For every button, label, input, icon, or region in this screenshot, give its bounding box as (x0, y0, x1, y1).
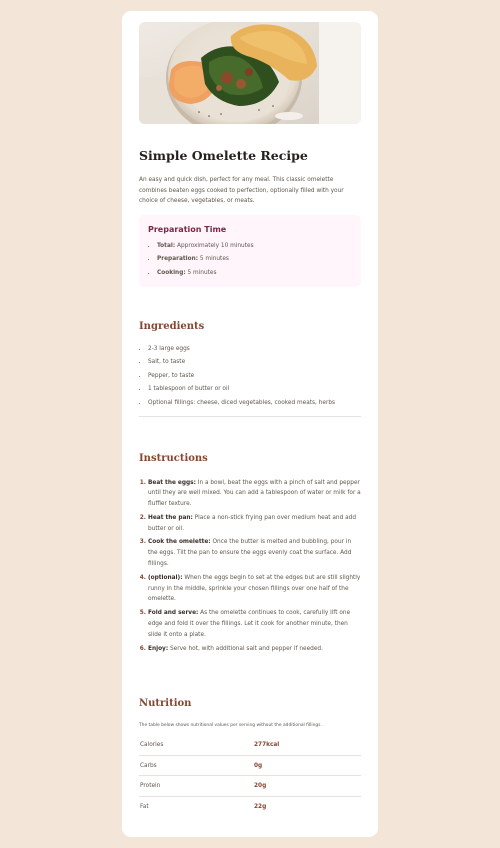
nutrient-value: 277kcal (254, 742, 280, 749)
recipe-card (122, 11, 378, 837)
instructions-heading: Instructions (139, 452, 208, 464)
prep-item-total (157, 243, 352, 249)
instruction-step (148, 478, 361, 510)
nutrition-heading: Nutrition (139, 698, 192, 710)
step-label: Enjoy: (148, 645, 169, 652)
prep-label: Cooking: (157, 269, 186, 276)
step-text: When the eggs begin to set at the edges but are still slightly runny in the middle, sprinkle your chosen fillings over one half of the omelette. (148, 574, 361, 603)
instructions-list (139, 478, 361, 655)
list-item: • 1 tablespoon of butter or oil (148, 386, 361, 392)
nutrition-note: The table below shows nutritional values per serving without the additional fillings. (139, 723, 322, 729)
nutrient-label: Calories (140, 742, 164, 749)
step-label: Fold and serve: (148, 610, 199, 617)
step-label: Heat the pan: (148, 514, 193, 521)
preparation-heading: Preparation Time (148, 224, 227, 234)
omelette-photo (139, 22, 361, 124)
nutrition-section (139, 698, 361, 816)
step-text: As the omelette continues to cook, carefully lift one edge and fold it over the fillings. Let it cook for another minute, then slide it onto a plate. (148, 610, 351, 638)
step-text: Place a non-stick frying pan over medium heat and add butter or oil. (148, 514, 357, 532)
preparation-list (148, 243, 352, 276)
prep-item-cooking (157, 270, 352, 276)
divider (139, 416, 361, 417)
instructions-section (139, 453, 361, 655)
instruction-step (148, 573, 361, 605)
step-text: Serve hot, with additional salt and pepper if needed. (168, 645, 323, 652)
instruction-step (148, 644, 361, 655)
nutrient-value: 0g (254, 762, 263, 769)
step-text: Once the butter is melted and bubbling, pour in the eggs. Tilt the pan to ensure the eggs evenly coat the surface. Add fillings. (148, 539, 352, 568)
list-item: • 2-3 large eggs (148, 346, 361, 352)
table-row (139, 756, 361, 777)
step-label: Cook the omelette: (148, 539, 211, 546)
list-item: • Optional fillings: cheese, diced vegetables, cooked meats, herbs (148, 400, 361, 406)
list-item: • Salt, to taste (148, 359, 361, 365)
prep-value: 5 minutes (198, 256, 229, 262)
recipe-title: Simple Omelette Recipe (139, 148, 308, 163)
table-row (139, 797, 361, 817)
prep-label: Total: (157, 242, 176, 249)
step-text: In a bowl, beat the eggs with a pinch of salt and pepper until they are well mixed. You can add a tablespoon of water or milk for a fluffier texture. (148, 479, 361, 508)
table-row (139, 735, 361, 756)
nutrient-label: Fat (140, 803, 149, 810)
list-item: • Pepper, to taste (148, 373, 361, 379)
preparation-time-box (139, 215, 361, 287)
nutrient-value: 22g (254, 803, 267, 810)
ingredients-list (139, 346, 361, 406)
nutrition-table (139, 735, 361, 816)
instruction-step (148, 608, 361, 640)
ingredients-heading: Ingredients (139, 320, 205, 332)
instruction-step (148, 513, 361, 535)
nutrient-value: 20g (254, 783, 267, 790)
step-label: (optional): (148, 574, 183, 581)
instruction-step (148, 537, 361, 569)
nutrient-label: Carbs (140, 762, 157, 769)
recipe-intro: An easy and quick dish, perfect for any meal. This classic omelette combines beaten eggs cooked to perfection, optionally filled with your choice of cheese, vegetables, or meats. (139, 177, 344, 204)
prep-label: Preparation: (157, 256, 199, 262)
ingredients-section (139, 321, 361, 417)
prep-value: Approximately 10 minutes (175, 242, 254, 249)
table-row (139, 776, 361, 797)
step-label: Beat the eggs: (148, 479, 196, 486)
nutrient-label: Protein (140, 783, 161, 790)
prep-item-preparation (157, 256, 352, 262)
prep-value: 5 minutes (185, 269, 217, 276)
